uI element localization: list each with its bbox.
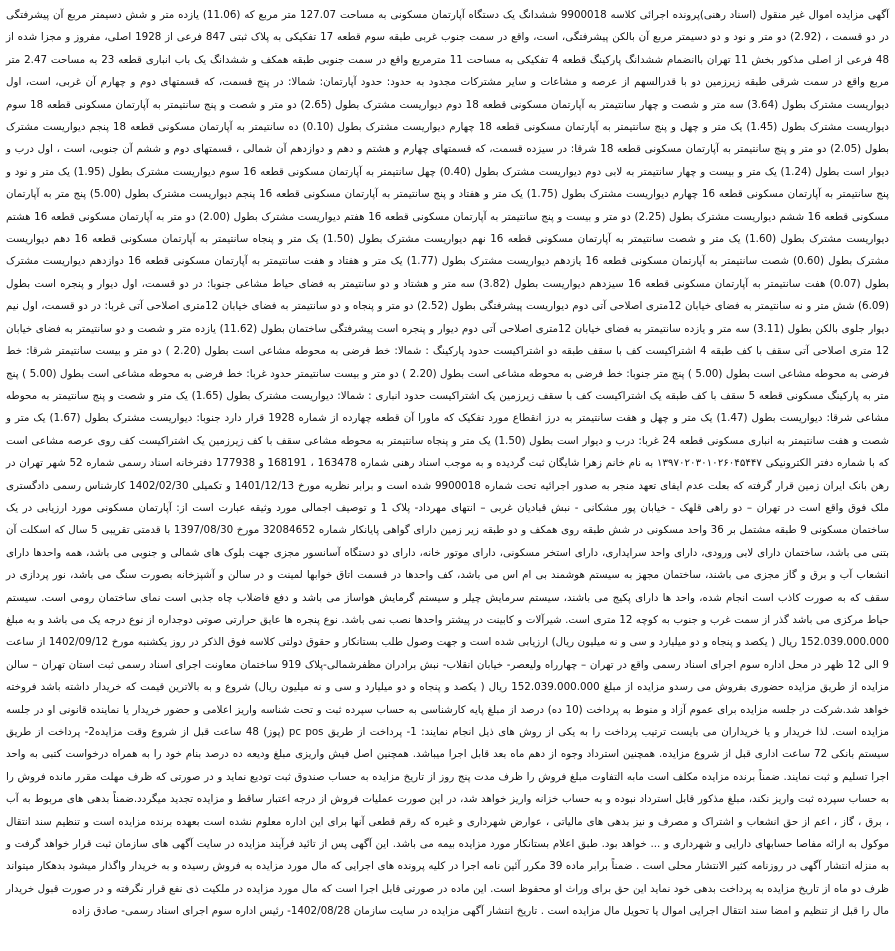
auction-notice-text: آگهی مزایده اموال غیر منقول (اسناد رهنی)پرونده اجرائی کلاسه 9900018 ششدانگ یک دستگاه آپارتمان مسکونی به مساحت 127.07 متر مربع که (11.06) یازده متر و شش دسیمتر مربع آن پیشرفتگی در دو قسمت ، (2.92) دو متر و نود و دو دسیمتر مربع آن بالکن پیشرفتگی، است، واقع در سمت جنوب غربی طبقه سوم قطعه 17 تفکیکی به پلاک ثبتی 847 فرعی از 1928 اصلی، مفروز و مجزا شده از 48 فرعی از اصلی مذکور بخش 11 تهران باانضمام ششدانگ پارکینگ قطعه 4 تفکیکی به مساحت 11 مترمربع واقع در سمت جنوبی طبقه همکف و ششدانگ یک باب انباری قطعه 23 به مساحت 2.47 متر مربع واقع در سمت شرقی طبقه زیرزمین دو با قدرالسهم از عرصه و مشاعات و سایر مشترکات مجدود به حدود: حدود آپارتمان: شمالا: در پنج قسمت، که قسمتهای دوم و چهارم آن غربی، است، اول دیواریست مشترک بطول (3.64) سه متر و شصت و چهار سانتیمتر به آپارتمان مسکونی قطعه 18 دوم دیواریست مشترک بطول (2.65) دو متر و شصت و پنج سانتیمتر به آپارتمان مسکونی قطعه 18 سوم دیواریست مشترک بطول (1.45) یک متر و چهل و پنج سانتیمتر به آپارتمان مسکونی قطعه 18 چهارم دیواریست مشترک بطول (0.10) ده سانتیمتر به آپارتمان مسکونی قطعه 18 پنجم دیواریست مشترک بطول (2.05) دو متر و پنج سانتیمتر به آپارتمان مسکونی قطعه 18 شرقا: در سیزده قسمت، که قسمتهای چهارم و هشتم و دهم و دوازدهم آن شمالی ، قسمتهای دوم و ششم آن جنوبی، است ، اول درب و دیوار است بطول (1.24) یک متر و بیست و چهار سانتیمتر به لابی دوم دیواریست مشترک بطول (0.40) چهل سانتیمتر به آپارتمان مسکونی قطعه 16 سوم دیواریست مشترک بطول (1.95) یک متر و نود و پنج سانتیمتر به آپارتمان مسکونی قطعه 16 چهارم دیواریست مشترک بطول (1.75) یک متر و هفتاد و پنج سانتیمتر به آپارتمان مسکونی قطعه 16 پنجم دیواریست مشترک بطول (5.00) پنج متر به آپارتمان مسکونی قطعه 16 ششم دیواریست مشترک بطول (2.25) دو متر و بیست و پنج سانتیمتر به آپارتمان مسکونی قطعه 16 هفتم دیواریست مشترک بطول (2.00) دو متر به آپارتمان مسکونی قطعه 16 هشتم دیواریست مشترک بطول (1.60) یک متر و شصت سانتیمتر به آپارتمان مسکونی قطعه 16 نهم دیواریست مشترک بطول (1.50) یک متر و پنجاه سانتیمتر به آپارتمان مسکونی قطعه 16 دهم دیواریست مشترک بطول (0.60) شصت سانتیمتر به آپارتمان مسکونی قطعه 16 یازدهم دیواریست مشترک بطول (1.77) یک متر و هفتاد و هفت سانتیمتر به آپارتمان مسکونی قطعه 16 دوازدهم دیواریست مشترک بطول (0.07) هفت سانتیمتر به آپارتمان مسکونی قطعه 16 سیزدهم دیواریست بطول (3.82) سه متر و هشتاد و دو سانتیمتر به فضای حیاط مشاعی جنوبا: در دو قسمت، اول دیوار و پنجره است بطول (6.09) شش متر و نه سانتیمتر به فضای خیابان 12متری اصلاحی آتی دوم دیواریست پیشرفتگی بطول (2.52) دو متر و پنجاه و دو سانتیمتر به فضای خیابان 12متری اصلاحی آتی غربا: در دو قسمت، اول نیم دیوار جلوی بالکن بطول (3.11) سه متر و یازده سانتیمتر به فضای خیابان 12متری اصلاحی آتی دوم دیوار و پنجره است پیشرفتگی ساختمان بطول (11.62) یازده متر و شصت و دو سانتیمتر به فضای خیابان 12 متری اصلاحی آتی سقف با کف طبقه 4 اشتراکیست کف با سقف طبقه دو اشتراکیست حدود پارکینگ : شمالا: خط فرضی به محوطه مشاعی است بطول (2.20 ) دو متر و بیست سانتیمتر شرقا: خط فرضی به محوطه مشاعی است بطول (5.00 ) پنج متر جنوبا: خط فرضی به محوطه مشاعی است بطول (2.20 ) دو متر و بیست سانتیمتر حدود غربا: خط فرضی به محوطه مشاعی است بطول (5.00 ) پنج متر به پارکینگ مسکونی قطعه 5 سقف با کف طبقه یک اشتراکیست کف با سقف زیرزمین یک اشتراکیست حدود انباری : شمالا: دیواریست مشترک بطول (1.65) یک متر و شصت و پنج سانتیمتر به محوطه مشاعی شرقا: دیواریست بطول (1.47) یک متر و چهل و هفت سانتیمتر به درز انقطاع مورد تفکیک که ماورا آن قطعه چهارده از شماره 1928 قرار دارد جنوبا: دیواریست مشترک بطول (1.67) یک متر و شصت و هفت سانتیمتر به انباری مسکونی قطعه 24 غربا: درب و دیوار است بطول (1.50) یک متر و پنجاه سانتیمتر به محوطه مشاعی سقف با کف زیرزمین یک اشتراکیست کف روی عرصه مشاعی است که با شماره دفتر الکترونیکی ۱۳۹۷۰۲۰۳۰۱۰۲۶۰۴۵۴۴۷ به نام خانم زهرا شایگان ثبت گردیده و به موجب اسناد رهنی شماره 163478 ، 168191 و 177938 دفترخانه اسناد رسمی شماره 52 شهر تهران در رهن بانک ایران زمین قرار گرفته که بعلت عدم ایفای تعهد منجر به صدور اجرائیه تحت شماره 9900018 شده است و برابر نظریه مورخ 1401/12/13 و تکمیلی 1402/02/30 کارشناس رسمی دادگستری ملک فوق واقع است در تهران – دو راهی قلهک - خیابان پور مشکانی - نبش قبادیان غربی – انتهای مهرداد- پلاک 1 و توصیف اجمالی مورد وثیقه عبارت است از: آپارتمان مسکونی مورد ارزیابی در یک ساختمان مسکونی 9 طبقه مشتمل بر 36 واحد مسکونی در شش طبقه روی همکف و دو طبقه زیر زمین دارای گواهی پایانکار شماره 32084652 مورخ 1397/08/30 با قدمتی تقریبی 5 سال که اسکلت آن بتنی می باشد، ساختمان دارای لابی ورودی، دارای واحد سرایداری، دارای استخر مسکونی، دارای موتور خانه، دارای دو دستگاه آسانسور مجزی جهت بلوک های شمالی و جنوبی می باشد، همه واحدها دارای انشعاب آب و برق و گاز مجزی می باشند، ساختمان مجهز به سیستم هوشمند بی ام اس می باشد، کف واحدها در قسمت اتاق خوابها لمینت و در سالن و آشپزخانه بصورت سنگ می باشد، نور پردازی در سقف که به صورت کاذب است انجام شده، واحد ها دارای پکیج می باشند، سیستم سرمایش چیلر و سیستم گرمایش هواساز می باشد و دفع فاضلاب چاه جذبی است نمای ساختمان رومی است. سیستم حیاط مرکزی می باشد گذر از سمت غرب و جنوب به کوچه 12 متری است. شیرآلات و کابینت در پیشتر واحدها نصب نمی باشد. نوع پنجره ها عایق حرارتی صوتی دوجداره از نوع درجه یک می باشد و به مبلغ 152.039.000.000 ریال ( یکصد و پنجاه و دو میلیارد و سی و نه میلیون ریال) ارزیابی شده است و جهت وصول طلب بستانکار و حقوق دولتی کلاسه فوق الذکر در روز یکشنبه مورخ 1402/09/12 از ساعت 9 الی 12 ظهر در محل اداره سوم اجرای اسناد رسمی واقع در تهران – چهارراه ولیعصر- خیابان انقلاب- نبش برادران مظفرشمالی-پلاک 919 ساختمان معاونت اجرای اسناد رسمی ثبت استان تهران – سالن مزایده از طریق مزایده حضوری بفروش می رسدو مزایده از مبلغ 152.039.000.000 ریال ( یکصد و پنجاه و دو میلیارد و سی و نه میلیون ریال) شروع و به بالاترین قیمت که خریدار داشته باشد فروخته خواهد شد.شرکت در جلسه مزایده برای عموم آزاد و منوط به پرداخت (10 ده) درصد از مبلغ پایه کارشناسی به حساب سپرده ثبت و تحت شناسه واریز اعلامی و حضور خریدار یا نماینده قانونی او در جلسه مزایده است. لذا خریدار و یا خریداران می بایست ترتیب پرداخت را به یکی از روش های ذیل انجام نمایند: 1- پرداخت از طریق pc pos (پوز) 48 ساعت قبل از شروع وقت مزایده2- پرداخت از طریق سیستم بانکی 72 ساعت اداری قبل از شروع مزایده. همچنین استرداد وجوه از دهم ماه بعد قابل اجرا میباشد. همچنین اصل فیش واریزی مبلغ ودیعه ده درصد بنام خود را به همراه درخواست کتبی به واحد اجرا تسلیم و ثبت نمایند. ضمناً برنده مزایده مکلف است مابه التفاوت مبلغ فروش را ظرف مدت پنج روز از تاریخ مزایده به حساب صندوق ثبت تودیع نماید و در صورتی که ظرف مهلت مقرر مانده فروش را به حساب سپرده ثبت واریز نکند، مبلغ مذکور قابل استرداد نبوده و به حساب خزانه واریز خواهد شد، در این صورت عملیات فروش از درجه اعتبار ساقط و مزایده تجدید میگردد.ضمناً بدهی های مربوط به آب ، برق ، گاز ، اعم از حق انشعاب و اشتراک و مصرف و نیز بدهی های مالیاتی ، عوارض شهرداری و غیره که رقم قطعی آنها برای این اداره معلوم نشده است بعهده برنده مزایده است و تنظیم سند انتقال موکول به ارائه مفاصا حسابهای دارایی و شهرداری و ... خواهد بود. طبق اعلام بستانکار مورد مزایده بیمه می باشد. این آگهی پس از تائید فرآیند مزایده در سایت آگهی های سازمان ثبت قرار خواهد گرفت و به منزله انتشار آگهی در روزنامه کثیر الانتشار محلی است . ضمناً برابر ماده 39 مکرر آئین نامه اجرا در کلیه پرونده های اجرایی که مال مورد مزایده به فروش رسیده و به خریدار واگذار میشود بدهکار میتواند ظرف دو ماه از تاریخ مزایده به پرداخت بدهی خود نماید این حق برای وراث او محفوظ است. این ماده در صورتی قابل اجرا است که مال مورد مزایده در ملکیت ذی نفع قرار نگرفته و در صورت قبول خریدار مال را قبل از تنظیم و امضا سند انتقال اجرایی اموال یا تحویل مال مزایده است . تاریخ انتشار آگهی مزایده در سایت سازمان 1402/08/28- رئیس اداره سوم اجرای اسناد رسمی- صادق زاده xyxy=(6,9,890,918)
